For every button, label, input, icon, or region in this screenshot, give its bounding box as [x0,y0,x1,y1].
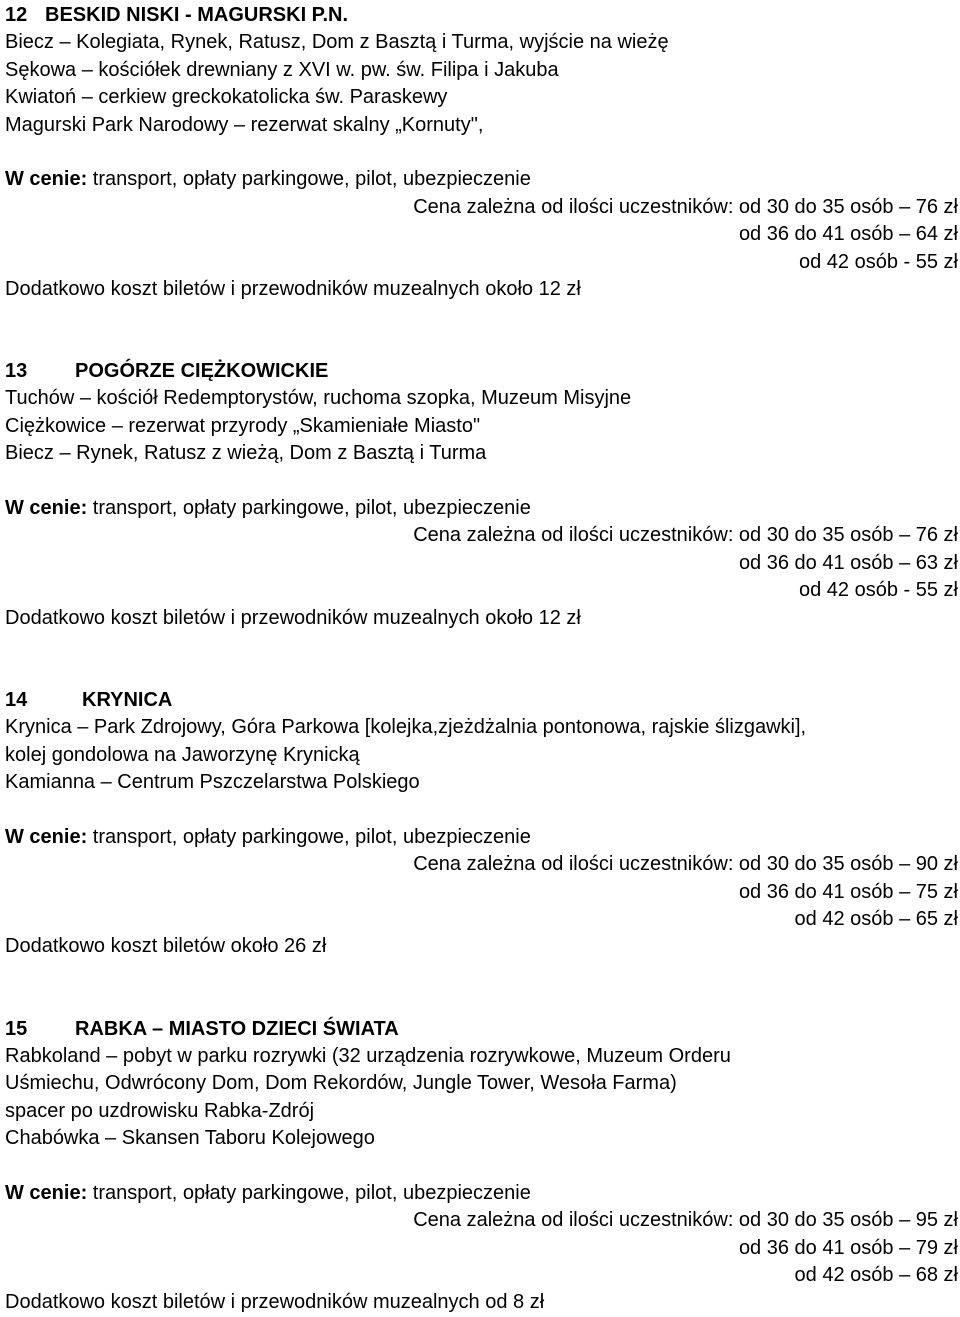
included-line [5,495,958,522]
included-label: W cenie: [5,497,88,520]
section-title [5,2,958,29]
price-line: od 42 osób - 55 zł [799,250,958,273]
price-line: od 36 do 41 osób – 75 zł [738,880,958,903]
price-line: od 42 osób – 65 zł [794,907,958,930]
price-line: od 36 do 41 osób – 79 zł [738,1236,958,1259]
section-15 [5,1016,958,1317]
included-label: W cenie: [5,168,88,191]
itinerary-line: Uśmiechu, Odwrócony Dom, Dom Rekordów, Jungle Tower, Wesoła Farma) [5,1072,677,1095]
included-text: transport, opłaty parkingowe, pilot, ubezpieczenie [87,497,531,520]
itinerary-line: spacer po uzdrowisku Rabka-Zdrój [5,1099,315,1122]
itinerary-line: Rabkoland – pobyt w parku rozrywki (32 urządzenia rozrywkowe, Muzeum Orderu [5,1044,731,1067]
extra-cost-line: Dodatkowo koszt biletów i przewodników muzealnych około 12 zł [5,606,581,629]
price-line: Cena zależna od ilości uczestników: od 30 do 35 osób – 76 zł [413,524,958,547]
section-12 [5,2,958,303]
section-title [5,687,958,714]
extra-cost-line: Dodatkowo koszt biletów i przewodników muzealnych około 12 zł [5,277,581,300]
price-line: od 42 osób - 55 zł [799,579,958,602]
included-label: W cenie: [5,1181,88,1204]
included-text: transport, opłaty parkingowe, pilot, ubezpieczenie [87,1181,531,1204]
section-heading: POGÓRZE CIĘŻKOWICKIE [75,360,329,383]
section-number: 13 [5,360,28,383]
price-line: Cena zależna od ilości uczestników: od 30 do 35 osób – 95 zł [413,1209,958,1232]
itinerary-line: Magurski Park Narodowy – rezerwat skalny „Kornuty", [5,113,484,136]
itinerary-line: Biecz – Kolegiata, Rynek, Ratusz, Dom z Basztą i Turma, wyjście na wieżę [5,31,669,54]
price-line: Cena zależna od ilości uczestników: od 30 do 35 osób – 90 zł [413,853,958,876]
itinerary-line: Ciężkowice – rezerwat przyrody „Skamieniałe Miasto" [5,414,481,437]
included-line [5,824,958,851]
section-title [5,358,958,385]
section-13 [5,358,958,632]
itinerary-line: Kwiatoń – cerkiew greckokatolicka św. Paraskewy [5,86,448,109]
included-line [5,1180,958,1207]
price-line: od 42 osób – 68 zł [794,1264,958,1287]
extra-cost-line: Dodatkowo koszt biletów i przewodników muzealnych od 8 zł [5,1291,545,1314]
included-text: transport, opłaty parkingowe, pilot, ubezpieczenie [87,168,531,191]
price-line: od 36 do 41 osób – 64 zł [738,223,958,246]
section-heading: BESKID NISKI - MAGURSKI P.N. [45,4,348,26]
extra-cost-line: Dodatkowo koszt biletów około 26 zł [5,935,327,958]
itinerary-line: Biecz – Rynek, Ratusz z wieżą, Dom z Basztą i Turma [5,442,487,465]
itinerary-line: Sękowa – kościółek drewniany z XVI w. pw. św. Filipa i Jakuba [5,58,559,81]
itinerary-line: kolej gondolowa na Jaworzynę Krynicką [5,743,360,766]
itinerary-line: Tuchów – kościół Redemptorystów, ruchoma szopka, Muzeum Misyjne [5,387,632,410]
section-heading: RABKA – MIASTO DZIECI ŚWIATA [75,1017,399,1040]
included-label: W cenie: [5,825,88,848]
included-line [5,166,958,193]
itinerary-line: Kamianna – Centrum Pszczelarstwa Polskiego [5,770,420,793]
section-title [5,1016,958,1043]
section-14 [5,687,958,961]
section-number: 15 [5,1017,28,1040]
section-number: 12 [5,4,28,26]
document-page [5,2,958,1317]
included-text: transport, opłaty parkingowe, pilot, ubezpieczenie [87,825,531,848]
itinerary-line: Chabówka – Skansen Taboru Kolejowego [5,1127,375,1150]
section-heading: KRYNICA [82,688,173,711]
price-line: Cena zależna od ilości uczestników: od 30 do 35 osób – 76 zł [413,195,958,218]
itinerary-line: Krynica – Park Zdrojowy, Góra Parkowa [kolejka,zjeżdżalnia pontonowa, rajskie ślizgawki], [5,716,807,739]
price-line: od 36 do 41 osób – 63 zł [738,551,958,574]
section-number: 14 [5,688,28,711]
